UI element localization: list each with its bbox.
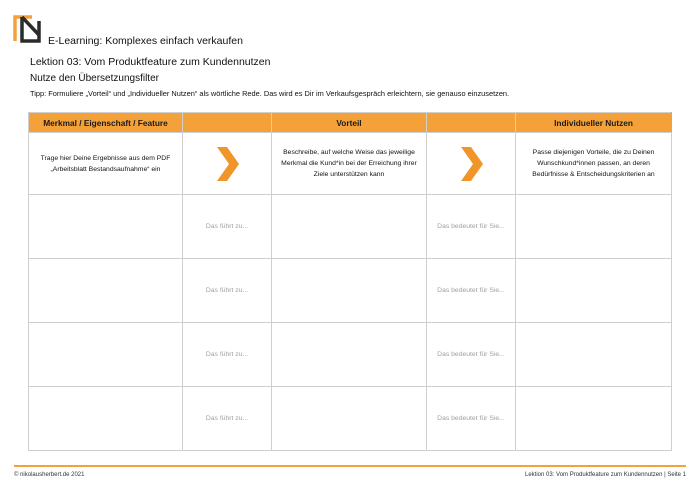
header-spacer bbox=[183, 113, 272, 133]
subtitle: Nutze den Übersetzungsfilter bbox=[30, 73, 159, 84]
placeholder-nutzen: Das bedeutet für Sie... bbox=[427, 195, 516, 259]
header-row bbox=[29, 113, 672, 133]
placeholder-nutzen: Das bedeutet für Sie... bbox=[427, 387, 516, 451]
merkmal-cell[interactable] bbox=[29, 323, 183, 387]
placeholder-vorteil: Das führt zu... bbox=[183, 387, 272, 451]
vorteil-cell[interactable] bbox=[272, 259, 427, 323]
placeholder-nutzen: Das bedeutet für Sie... bbox=[427, 259, 516, 323]
tip-text: Tipp: Formuliere „Vorteil“ und „Individueller Nutzen“ als wörtliche Rede. Das wird es Dir im Verkaufsgespräch erleichtern, sie genauso einzusetzen. bbox=[30, 89, 510, 98]
footer-page-info: Lektion 03: Vom Produktfeature zum Kundennutzen | Seite 1 bbox=[525, 472, 686, 478]
vorteil-cell[interactable] bbox=[272, 323, 427, 387]
arrow-cell bbox=[183, 133, 272, 195]
description-row bbox=[29, 133, 672, 195]
footer-copyright: © nikolausherbert.de 2021 bbox=[14, 472, 85, 478]
arrow-cell bbox=[427, 133, 516, 195]
table-row bbox=[29, 195, 672, 259]
description-nutzen: Passe diejenigen Vorteile, die zu Deinen Wunschkund*innen passen, an deren Bedürfnisse & Entscheidungskriterien an bbox=[516, 133, 672, 195]
app-title: E-Learning: Komplexes einfach verkaufen bbox=[48, 35, 243, 47]
header-spacer bbox=[427, 113, 516, 133]
table-row bbox=[29, 323, 672, 387]
merkmal-cell[interactable] bbox=[29, 195, 183, 259]
column-header-vorteil: Vorteil bbox=[272, 113, 427, 133]
description-merkmal: Trage hier Deine Ergebnisse aus dem PDF „Arbeitsblatt Bestandsaufnahme“ ein bbox=[29, 133, 183, 195]
nutzen-cell[interactable] bbox=[516, 323, 672, 387]
placeholder-nutzen: Das bedeutet für Sie... bbox=[427, 323, 516, 387]
merkmal-cell[interactable] bbox=[29, 259, 183, 323]
column-header-merkmal: Merkmal / Eigenschaft / Feature bbox=[29, 113, 183, 133]
lesson-title: Lektion 03: Vom Produktfeature zum Kundennutzen bbox=[30, 56, 271, 68]
table-row bbox=[29, 259, 672, 323]
nh-logo-icon bbox=[12, 13, 42, 45]
vorteil-cell[interactable] bbox=[272, 195, 427, 259]
vorteil-cell[interactable] bbox=[272, 387, 427, 451]
nutzen-cell[interactable] bbox=[516, 195, 672, 259]
merkmal-cell[interactable] bbox=[29, 387, 183, 451]
nutzen-cell[interactable] bbox=[516, 259, 672, 323]
description-vorteil: Beschreibe, auf welche Weise das jeweilige Merkmal die Kund*in bei der Erreichung ihrer Ziele unterstützen kann bbox=[272, 133, 427, 195]
nutzen-cell[interactable] bbox=[516, 387, 672, 451]
placeholder-vorteil: Das führt zu... bbox=[183, 259, 272, 323]
column-header-nutzen: Individueller Nutzen bbox=[516, 113, 672, 133]
chevron-right-icon bbox=[214, 147, 240, 181]
table-row bbox=[29, 387, 672, 451]
footer-divider bbox=[14, 465, 686, 467]
placeholder-vorteil: Das führt zu... bbox=[183, 195, 272, 259]
placeholder-vorteil: Das führt zu... bbox=[183, 323, 272, 387]
chevron-right-icon bbox=[458, 147, 484, 181]
translation-filter-table bbox=[28, 112, 672, 451]
